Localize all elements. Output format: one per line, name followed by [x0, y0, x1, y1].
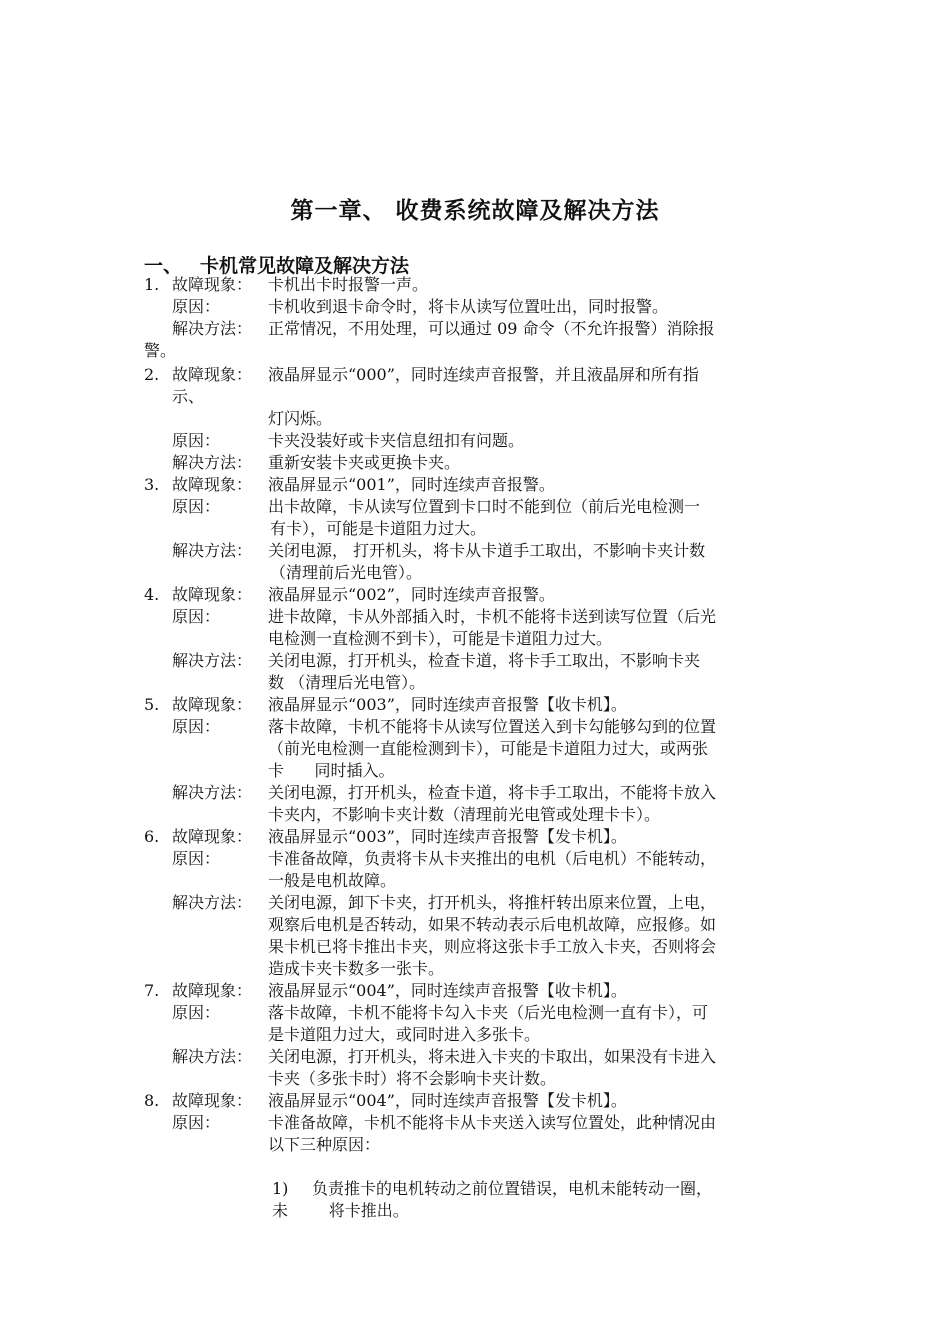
cause-text-cont: 以下三种原因： — [268, 1135, 381, 1154]
cause-text: 卡夹没装好或卡夹信息纽扣有问题。 — [268, 431, 525, 450]
phenomenon-text: 液晶屏显示“000”，同时连续声音报警，并且液晶屏和所有指 — [268, 365, 699, 384]
item-number: 3. — [144, 475, 160, 494]
phenomenon-label: 故障现象： — [172, 981, 253, 1000]
cause-text: 卡准备故障，卡机不能将卡从卡夹送入读写位置处，此种情况由 — [268, 1113, 717, 1132]
item-number: 7. — [144, 981, 160, 1000]
item-number: 6. — [144, 827, 160, 846]
cause-text: 落卡故障，卡机不能将卡勾入卡夹（后光电检测一直有卡），可 — [268, 1003, 709, 1022]
solution-text: 正常情况，不用处理，可以通过 09 命令（不允许报警）消除报 — [268, 319, 715, 338]
cause-label: 原因： — [172, 431, 221, 450]
item-number: 8. — [144, 1091, 160, 1110]
section-title: 卡机常见故障及解决方法 — [200, 255, 410, 277]
solution-text-cont: （清理前后光电管）。 — [270, 563, 423, 582]
cause-text: 落卡故障，卡机不能将卡从读写位置送入到卡勾能够勾到的位置 — [268, 717, 717, 736]
phenomenon-label: 故障现象： — [172, 1091, 253, 1110]
solution-text: 关闭电源， 打开机头，将卡从卡道手工取出，不影响卡夹计数 — [268, 541, 706, 560]
solution-label: 解决方法： — [172, 651, 253, 670]
solution-text: 重新安装卡夹或更换卡夹。 — [268, 453, 461, 472]
cause-label: 原因： — [172, 1113, 221, 1132]
phenomenon-text: 液晶屏显示“001”，同时连续声音报警。 — [268, 475, 555, 494]
phenomenon-text: 液晶屏显示“004”，同时连续声音报警【收卡机】。 — [268, 981, 627, 1000]
solution-text-cont: 数 （清理后光电管）。 — [268, 673, 426, 692]
cause-label: 原因： — [172, 1003, 221, 1022]
solution-text-cont: 观察后电机是否转动，如果不转动表示后电机故障，应报修。如 — [268, 915, 717, 934]
cause-text: 出卡故障，卡从读写位置到卡口时不能到位（前后光电检测一 — [268, 497, 701, 516]
cause-text-cont: （前光电检测一直能检测到卡），可能是卡道阻力过大，或两张 — [268, 739, 709, 758]
cause-text-cont: 卡 同时插入。 — [268, 761, 395, 780]
phenomenon-label: 故障现象： — [172, 695, 253, 714]
solution-text: 关闭电源，打开机头，检查卡道，将卡手工取出，不能将卡放入 — [268, 783, 717, 802]
item-number: 4. — [144, 585, 160, 604]
item-number: 1. — [144, 275, 160, 294]
solution-label: 解决方法： — [172, 319, 253, 338]
phenomenon-label: 故障现象： — [172, 827, 253, 846]
solution-text-cont: 造成卡夹卡数多一张卡。 — [268, 959, 445, 978]
cause-text-cont: 是卡道阻力过大，或同时进入多张卡。 — [268, 1025, 541, 1044]
phenomenon-text: 液晶屏显示“003”，同时连续声音报警【收卡机】。 — [268, 695, 627, 714]
phenomenon-text: 卡机出卡时报警一声。 — [268, 275, 429, 294]
cause-text-cont: 有卡），可能是卡道阻力过大。 — [270, 519, 487, 538]
sub-item-text: 负责推卡的电机转动之前位置错误，电机未能转动一圈， — [312, 1179, 713, 1198]
section-number: 一、 — [144, 255, 183, 277]
sub-item-text-cont: 未 将卡推出。 — [272, 1201, 409, 1220]
solution-text: 关闭电源，打开机头，检查卡道，将卡手工取出，不影响卡夹 — [268, 651, 701, 670]
solution-text: 关闭电源，打开机头，将未进入卡夹的卡取出，如果没有卡进入 — [268, 1047, 717, 1066]
solution-text-cont: 卡夹（多张卡时）将不会影响卡夹计数。 — [268, 1069, 557, 1088]
cause-label: 原因： — [172, 849, 221, 868]
solution-text: 关闭电源，卸下卡夹，打开机头，将推杆转出原来位置，上电， — [268, 893, 717, 912]
cause-text-cont: 一般是电机故障。 — [268, 871, 397, 890]
phenomenon-text: 液晶屏显示“003”，同时连续声音报警【发卡机】。 — [268, 827, 627, 846]
phenomenon-label: 故障现象： — [172, 475, 253, 494]
cause-text-cont: 电检测一直检测不到卡），可能是卡道阻力过大。 — [268, 629, 613, 648]
cause-text: 卡准备故障，负责将卡从卡夹推出的电机（后电机）不能转动， — [268, 849, 717, 868]
phenomenon-label: 故障现象： — [172, 365, 253, 384]
phenomenon-label: 故障现象： — [172, 275, 253, 294]
solution-text-cont: 卡夹内，不影响卡夹计数（清理前光电管或处理卡卡）。 — [268, 805, 661, 824]
phenomenon-text-cont: 示、 — [172, 387, 205, 406]
solution-label: 解决方法： — [172, 453, 253, 472]
solution-text-cont: 警。 — [144, 341, 177, 360]
cause-label: 原因： — [172, 607, 221, 626]
item-number: 5. — [144, 695, 160, 714]
cause-label: 原因： — [172, 717, 221, 736]
page-title: 第一章、 收费系统故障及解决方法 — [290, 197, 660, 224]
solution-label: 解决方法： — [172, 783, 253, 802]
sub-item-number: 1) — [272, 1179, 289, 1198]
phenomenon-label: 故障现象： — [172, 585, 253, 604]
solution-label: 解决方法： — [172, 893, 253, 912]
phenomenon-text: 液晶屏显示“004”，同时连续声音报警【发卡机】。 — [268, 1091, 627, 1110]
phenomenon-text-cont: 灯闪烁。 — [268, 409, 333, 428]
cause-label: 原因： — [172, 497, 221, 516]
solution-label: 解决方法： — [172, 1047, 253, 1066]
solution-label: 解决方法： — [172, 541, 253, 560]
item-number: 2. — [144, 365, 160, 384]
solution-text-cont: 果卡机已将卡推出卡夹，则应将这张卡手工放入卡夹，否则将会 — [268, 937, 717, 956]
phenomenon-text: 液晶屏显示“002”，同时连续声音报警。 — [268, 585, 555, 604]
cause-text: 卡机收到退卡命令时，将卡从读写位置吐出，同时报警。 — [268, 297, 669, 316]
cause-label: 原因： — [172, 297, 221, 316]
cause-text: 进卡故障，卡从外部插入时，卡机不能将卡送到读写位置（后光 — [268, 607, 717, 626]
